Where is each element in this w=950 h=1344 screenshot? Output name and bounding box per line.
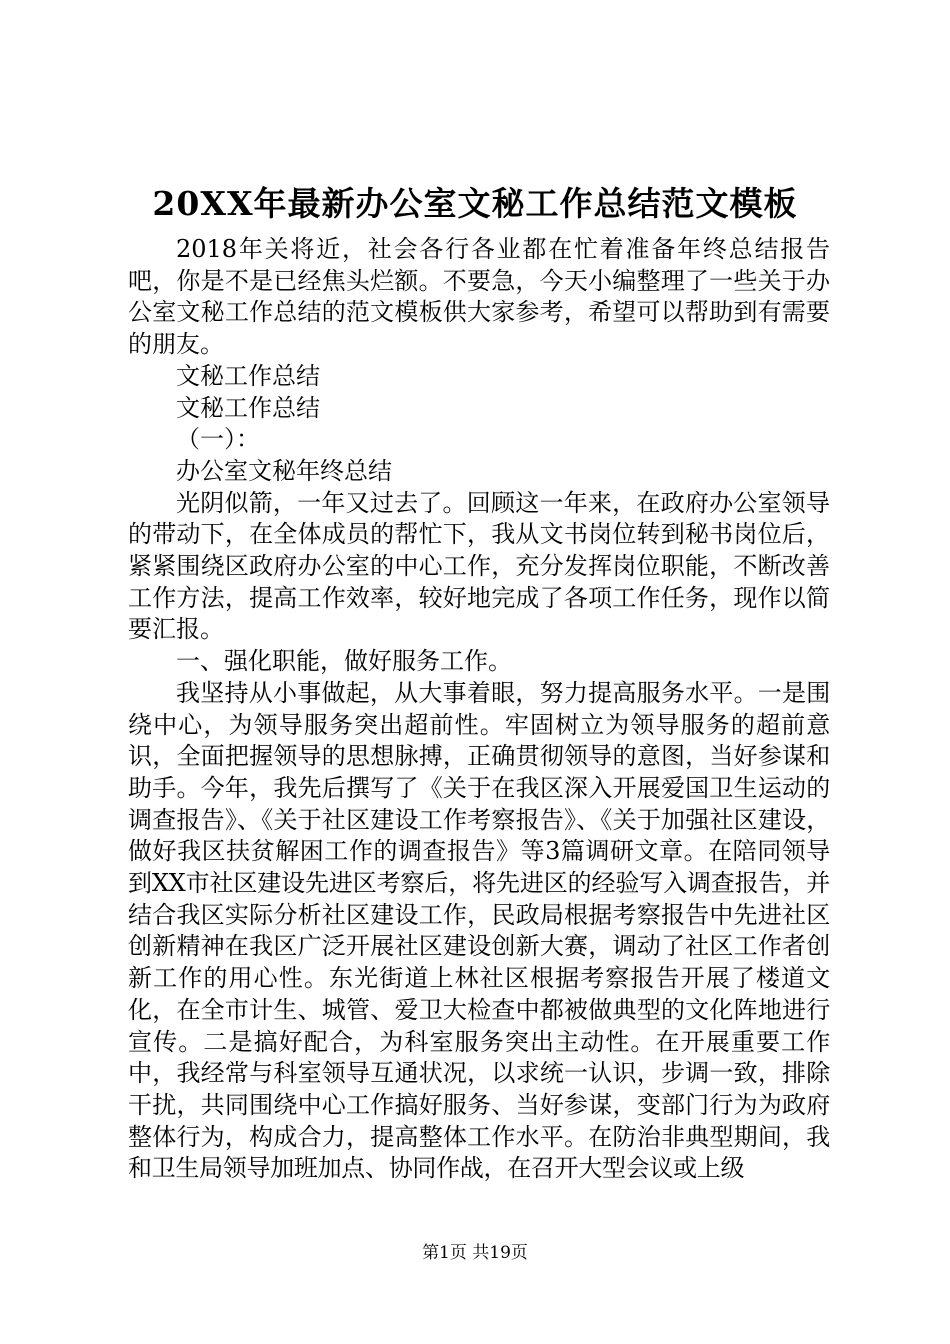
section-number: （一）： <box>176 425 260 454</box>
body-paragraph: 我坚持从小事做起，从大事着眼，努力提高服务水平。一是围绕中心，为领导服务突出超前性。牢固树立为领导服务的超前意识，全面把握领导的思想脉搏，正确贯彻领导的意图，当好参谋和助手。今年，我先后撰写了《关于在我区深入开展爱国卫生运动的调查报告》、《关于社区建设工作考察报告》、《关于加强社区建设，做好我区扶贫解困工作的调查报告》等3篇调研文章。在陪同领导到XX市社区建设先进区考察后，将先进区的经验写入调查报告，并结合我区实际分析社区建设工作，民政局根据考察报告中先进社区创新精神在我区广泛开展社区建设创新大赛，调动了社区工作者创新工作的用心性。东光街道上林社区根据考察报告开展了楼道文化，在全市计生、城管、爱卫大检查中都被做典型的文化阵地进行宣传。二是搞好配合，为科室服务突出主动性。在开展重要工作中，我经常与科室领导互通状况，以求统一认识，步调一致，排除干扰，共同围绕中心工作搞好服务、当好参谋，变部门行为为政府整体行为，构成合力，提高整体工作水平。在防治非典型期间，我和卫生局领导加班加点、协同作战，在召开大型会议或上级 <box>128 678 830 1183</box>
section-heading: 办公室文秘年终总结 <box>176 456 392 485</box>
subsection-heading: 一、强化职能，做好服务工作。 <box>176 647 512 676</box>
document-body <box>128 234 830 1185</box>
body-paragraph: 光阴似箭，一年又过去了。回顾这一年来，在政府办公室领导的带动下，在全体成员的帮忙下，我从文书岗位转到秘书岗位后，紧紧围绕区政府办公室的中心工作，充分发挥岗位职能，不断改善工作方法，提高工作效率，较好地完成了各项工作任务，现作以简要汇报。 <box>128 488 830 644</box>
section-heading: 文秘工作总结 <box>176 361 320 390</box>
section-heading: 文秘工作总结 <box>176 393 320 422</box>
document-title: 20XX年最新办公室文秘工作总结范文模板 <box>152 184 798 223</box>
page-footer: 第1页 共19页 <box>422 1243 528 1263</box>
intro-paragraph: 2018年关将近，社会各行各业都在忙着准备年终总结报告吧，你是不是已经焦头烂额。不要急，今天小编整理了一些关于办公室文秘工作总结的范文模板供大家参考，希望可以帮助到有需要的朋友。 <box>128 235 830 359</box>
